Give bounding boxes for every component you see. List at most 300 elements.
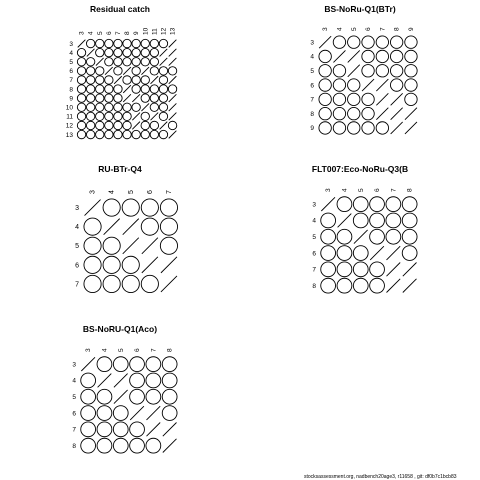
cell-circle [77, 130, 85, 138]
row-label: 6 [69, 68, 73, 76]
cell-slash [105, 67, 113, 75]
cell-circle [103, 237, 120, 254]
cell-slash [387, 246, 401, 260]
cell-circle [114, 48, 122, 56]
cell-slash [376, 79, 388, 91]
cell-slash [376, 108, 388, 120]
cell-circle [362, 107, 374, 119]
cell-circle [114, 94, 122, 102]
cell-slash [123, 219, 139, 235]
cell-circle [77, 94, 85, 102]
cell-circle [96, 103, 104, 111]
cell-circle [160, 218, 177, 235]
cell-circle [141, 275, 158, 292]
cell-circle [84, 275, 101, 292]
cell-slash [387, 279, 401, 293]
cell-circle [337, 262, 352, 277]
cell-slash [161, 276, 177, 292]
cell-slash [348, 65, 360, 77]
cell-circle [370, 262, 385, 277]
row-label: 7 [75, 281, 79, 289]
cell-circle [123, 39, 131, 47]
cell-circle [114, 130, 122, 138]
cell-circle [405, 79, 417, 91]
cell-circle [353, 246, 368, 261]
cell-circle [150, 103, 158, 111]
cell-circle [390, 79, 402, 91]
cell-slash [104, 219, 120, 235]
cell-slash [132, 94, 140, 102]
cell-circle [146, 357, 161, 372]
cell-circle [103, 199, 120, 216]
cell-circle [96, 76, 104, 84]
cell-slash [160, 49, 168, 57]
cell-circle [81, 422, 96, 437]
cell-circle [86, 76, 94, 84]
cell-circle [319, 65, 331, 77]
cell-circle [141, 218, 158, 235]
cell-circle [376, 65, 388, 77]
cell-circle [114, 112, 122, 120]
col-label: 6 [374, 188, 382, 192]
cell-slash [142, 238, 158, 254]
col-label: 3 [78, 31, 86, 35]
cell-circle [123, 112, 131, 120]
col-label: 8 [124, 31, 132, 35]
cell-circle [97, 422, 112, 437]
footer-credit: stocksassessment.org, nadbench20age3, r11658 , git: df0b7c1bcb83 [304, 474, 457, 480]
cell-circle [130, 438, 145, 453]
cell-circle [150, 39, 158, 47]
col-label: 12 [160, 27, 168, 35]
col-label: 3 [89, 190, 97, 194]
col-label: 5 [127, 190, 135, 194]
cell-circle [113, 357, 128, 372]
cell-circle [132, 130, 140, 138]
cell-circle [96, 85, 104, 93]
row-label: 3 [310, 39, 314, 47]
col-label: 4 [101, 348, 109, 352]
cell-slash [114, 374, 128, 388]
cell-circle [353, 213, 368, 228]
cell-slash [96, 58, 104, 66]
cell-circle [122, 256, 139, 273]
cell-circle [321, 278, 336, 293]
cell-circle [376, 36, 388, 48]
cell-circle [362, 50, 374, 62]
cell-circle [159, 76, 167, 84]
cell-circle [86, 85, 94, 93]
cell-circle [114, 103, 122, 111]
cell-slash [169, 49, 177, 57]
cell-slash [169, 113, 177, 121]
cell-circle [386, 213, 401, 228]
cell-circle [402, 229, 417, 244]
col-label: 9 [133, 31, 141, 35]
cell-circle [86, 121, 94, 129]
cell-circle [105, 58, 113, 66]
cell-circle [159, 112, 167, 120]
col-label: 11 [151, 28, 159, 35]
cell-circle [141, 199, 158, 216]
panel-title: Residual catch [90, 4, 150, 14]
cell-circle [376, 122, 388, 134]
row-label: 7 [72, 426, 76, 434]
cell-circle [105, 103, 113, 111]
cell-circle [114, 67, 122, 75]
cell-circle [123, 130, 131, 138]
col-label: 7 [114, 31, 122, 35]
cell-slash [405, 108, 417, 120]
cell-circle [159, 94, 167, 102]
cell-circle [105, 130, 113, 138]
cell-circle [353, 278, 368, 293]
cell-circle [96, 67, 104, 75]
cell-circle [319, 50, 331, 62]
cell-circle [141, 76, 149, 84]
cell-slash [147, 423, 161, 437]
cell-circle [132, 58, 140, 66]
cell-circle [96, 130, 104, 138]
cell-circle [97, 406, 112, 421]
cell-circle [321, 213, 336, 228]
cell-circle [141, 58, 149, 66]
row-label: 3 [72, 361, 76, 369]
cell-circle [348, 122, 360, 134]
col-label: 8 [406, 188, 414, 192]
cell-circle [141, 130, 149, 138]
col-label: 13 [169, 27, 177, 35]
cell-circle [319, 79, 331, 91]
cell-slash [403, 279, 417, 293]
cell-slash [114, 76, 122, 84]
row-label: 7 [69, 77, 73, 85]
cell-circle [96, 112, 104, 120]
cell-slash [391, 93, 403, 105]
cell-circle [141, 48, 149, 56]
cell-circle [159, 103, 167, 111]
cell-circle [123, 121, 131, 129]
cell-slash [163, 423, 177, 437]
cell-slash [338, 214, 352, 228]
cell-circle [362, 93, 374, 105]
cell-circle [105, 85, 113, 93]
cell-circle [105, 76, 113, 84]
cell-slash [169, 131, 177, 139]
cell-circle [113, 406, 128, 421]
col-label: 10 [142, 27, 150, 35]
col-label: 6 [365, 27, 373, 31]
cell-circle [141, 112, 149, 120]
cell-circle [132, 39, 140, 47]
cell-slash [319, 36, 331, 48]
cell-circle [77, 58, 85, 66]
cell-slash [321, 197, 335, 211]
cell-circle [150, 94, 158, 102]
panel-residual-catch [66, 4, 177, 139]
cell-circle [84, 256, 101, 273]
col-label: 6 [105, 31, 113, 35]
cell-slash [169, 58, 177, 66]
cell-circle [159, 39, 167, 47]
cell-circle [77, 76, 85, 84]
cell-circle [348, 107, 360, 119]
cell-circle [348, 36, 360, 48]
cell-circle [81, 438, 96, 453]
cell-circle [97, 389, 112, 404]
col-label: 5 [96, 31, 104, 35]
cell-circle [333, 36, 345, 48]
cell-slash [87, 49, 95, 57]
cell-slash [114, 390, 128, 404]
row-label: 8 [312, 282, 316, 290]
cell-slash [354, 230, 368, 244]
cell-slash [123, 238, 139, 254]
row-label: 8 [69, 86, 73, 94]
col-label: 5 [117, 348, 125, 352]
cell-circle [150, 58, 158, 66]
panel-bs-noru-q1-btr [310, 4, 417, 134]
cell-slash [160, 122, 168, 130]
row-label: 12 [65, 122, 73, 130]
cell-slash [163, 439, 177, 453]
cell-circle [337, 229, 352, 244]
cell-circle [141, 94, 149, 102]
cell-slash [78, 40, 86, 48]
cell-circle [96, 121, 104, 129]
cell-circle [146, 373, 161, 388]
cell-slash [391, 122, 403, 134]
cell-circle [370, 213, 385, 228]
panel-ru-btr-q4 [75, 164, 177, 293]
col-label: 3 [322, 27, 330, 31]
cell-circle [362, 65, 374, 77]
row-label: 5 [310, 68, 314, 76]
cell-circle [122, 199, 139, 216]
col-label: 3 [325, 188, 333, 192]
col-label: 6 [134, 348, 142, 352]
cell-circle [86, 39, 94, 47]
cell-circle [402, 246, 417, 261]
cell-circle [390, 65, 402, 77]
cell-slash [85, 200, 101, 216]
cell-slash [169, 40, 177, 48]
row-label: 3 [75, 205, 79, 212]
cell-circle [362, 36, 374, 48]
cell-circle [77, 48, 85, 56]
cell-slash [123, 94, 131, 102]
cell-circle [96, 39, 104, 47]
cell-circle [77, 121, 85, 129]
cell-circle [132, 103, 140, 111]
row-label: 11 [66, 113, 73, 121]
cell-circle [150, 67, 158, 75]
cell-circle [337, 246, 352, 261]
cell-slash [98, 374, 112, 388]
cell-circle [81, 389, 96, 404]
cell-slash [147, 406, 161, 420]
cell-circle [123, 76, 131, 84]
cell-slash [333, 50, 345, 62]
cell-circle [160, 199, 177, 216]
cell-circle [402, 213, 417, 228]
cell-circle [333, 65, 345, 77]
cell-circle [123, 103, 131, 111]
row-label: 10 [65, 104, 73, 112]
col-label: 4 [108, 190, 116, 194]
cell-circle [386, 197, 401, 212]
row-label: 6 [310, 82, 314, 90]
cell-circle [105, 112, 113, 120]
col-label: 5 [350, 27, 358, 31]
cell-circle [333, 79, 345, 91]
cell-circle [370, 197, 385, 212]
cell-circle [348, 93, 360, 105]
cell-slash [141, 67, 149, 75]
panel-title: RU-BTr-Q4 [98, 164, 142, 174]
cell-slash [123, 85, 131, 93]
cell-circle [130, 389, 145, 404]
col-label: 4 [341, 188, 349, 192]
col-label: 6 [146, 190, 154, 194]
col-label: 7 [390, 188, 398, 192]
cell-circle [103, 275, 120, 292]
cell-circle [132, 48, 140, 56]
cell-circle [390, 50, 402, 62]
row-label: 8 [72, 442, 76, 450]
cell-circle [386, 229, 401, 244]
cell-circle [86, 103, 94, 111]
cell-slash [405, 122, 417, 134]
cell-circle [113, 422, 128, 437]
cell-circle [376, 50, 388, 62]
row-label: 7 [312, 266, 316, 274]
cell-circle [122, 275, 139, 292]
cell-circle [333, 122, 345, 134]
cell-slash [169, 94, 177, 102]
cell-circle [333, 93, 345, 105]
cell-slash [169, 76, 177, 84]
cell-slash [370, 246, 384, 260]
cell-circle [348, 79, 360, 91]
row-label: 4 [69, 49, 73, 57]
col-label: 5 [357, 188, 365, 192]
cell-circle [150, 130, 158, 138]
cell-circle [77, 112, 85, 120]
cell-circle [405, 65, 417, 77]
row-label: 9 [69, 95, 73, 103]
row-label: 4 [312, 217, 316, 225]
cell-circle [321, 229, 336, 244]
cell-circle [370, 278, 385, 293]
cell-circle [114, 85, 122, 93]
cell-circle [130, 357, 145, 372]
cell-slash [81, 357, 95, 371]
panel-title: BS-NoRU-Q1(Aco) [82, 324, 158, 334]
cell-circle [162, 406, 177, 421]
row-label: 8 [310, 110, 314, 118]
cell-circle [405, 93, 417, 105]
cell-circle [84, 218, 101, 235]
cell-slash [160, 58, 168, 66]
cell-circle [168, 67, 176, 75]
panel-bs-noru-q1-aco [72, 324, 177, 453]
cell-circle [141, 121, 149, 129]
cell-circle [141, 85, 149, 93]
cell-slash [169, 103, 177, 111]
cell-circle [86, 112, 94, 120]
cell-circle [96, 48, 104, 56]
cell-circle [86, 130, 94, 138]
cell-circle [405, 36, 417, 48]
cell-circle [84, 237, 101, 254]
cell-circle [132, 76, 140, 84]
cell-circle [103, 256, 120, 273]
cell-circle [114, 121, 122, 129]
cell-circle [146, 438, 161, 453]
row-label: 5 [69, 59, 73, 67]
cell-slash [151, 113, 159, 121]
cell-slash [391, 108, 403, 120]
col-label: 7 [379, 27, 387, 31]
col-label: 9 [407, 27, 415, 31]
col-label: 4 [87, 31, 95, 35]
cell-circle [141, 39, 149, 47]
cell-circle [319, 107, 331, 119]
cell-circle [77, 67, 85, 75]
cell-circle [86, 58, 94, 66]
cell-circle [105, 39, 113, 47]
cell-circle [150, 121, 158, 129]
cell-slash [151, 76, 159, 84]
cell-circle [168, 121, 176, 129]
cell-circle [130, 422, 145, 437]
row-label: 6 [312, 250, 316, 258]
cell-slash [132, 113, 140, 121]
cell-circle [333, 107, 345, 119]
col-label: 8 [393, 27, 401, 31]
cell-circle [105, 48, 113, 56]
row-label: 13 [65, 131, 73, 139]
cell-slash [141, 103, 149, 111]
col-label: 8 [166, 348, 174, 352]
cell-circle [97, 357, 112, 372]
cell-circle [105, 94, 113, 102]
cell-circle [353, 197, 368, 212]
col-label: 4 [336, 27, 344, 31]
cell-circle [160, 237, 177, 254]
row-label: 6 [72, 410, 76, 418]
cell-circle [162, 373, 177, 388]
cell-circle [77, 103, 85, 111]
cell-circle [81, 373, 96, 388]
row-label: 4 [310, 53, 314, 61]
row-label: 3 [312, 201, 316, 209]
cell-slash [403, 263, 417, 277]
cell-circle [353, 262, 368, 277]
panel-title: FLT007:Eco-NoRu-Q3(B [311, 164, 409, 174]
row-label: 5 [75, 243, 79, 251]
row-label: 4 [75, 224, 79, 232]
cell-circle [123, 58, 131, 66]
row-label: 6 [75, 262, 79, 270]
col-label: 7 [150, 348, 158, 352]
cell-circle [159, 85, 167, 93]
cell-circle [96, 94, 104, 102]
cell-circle [162, 389, 177, 404]
cell-circle [113, 438, 128, 453]
cell-circle [81, 406, 96, 421]
